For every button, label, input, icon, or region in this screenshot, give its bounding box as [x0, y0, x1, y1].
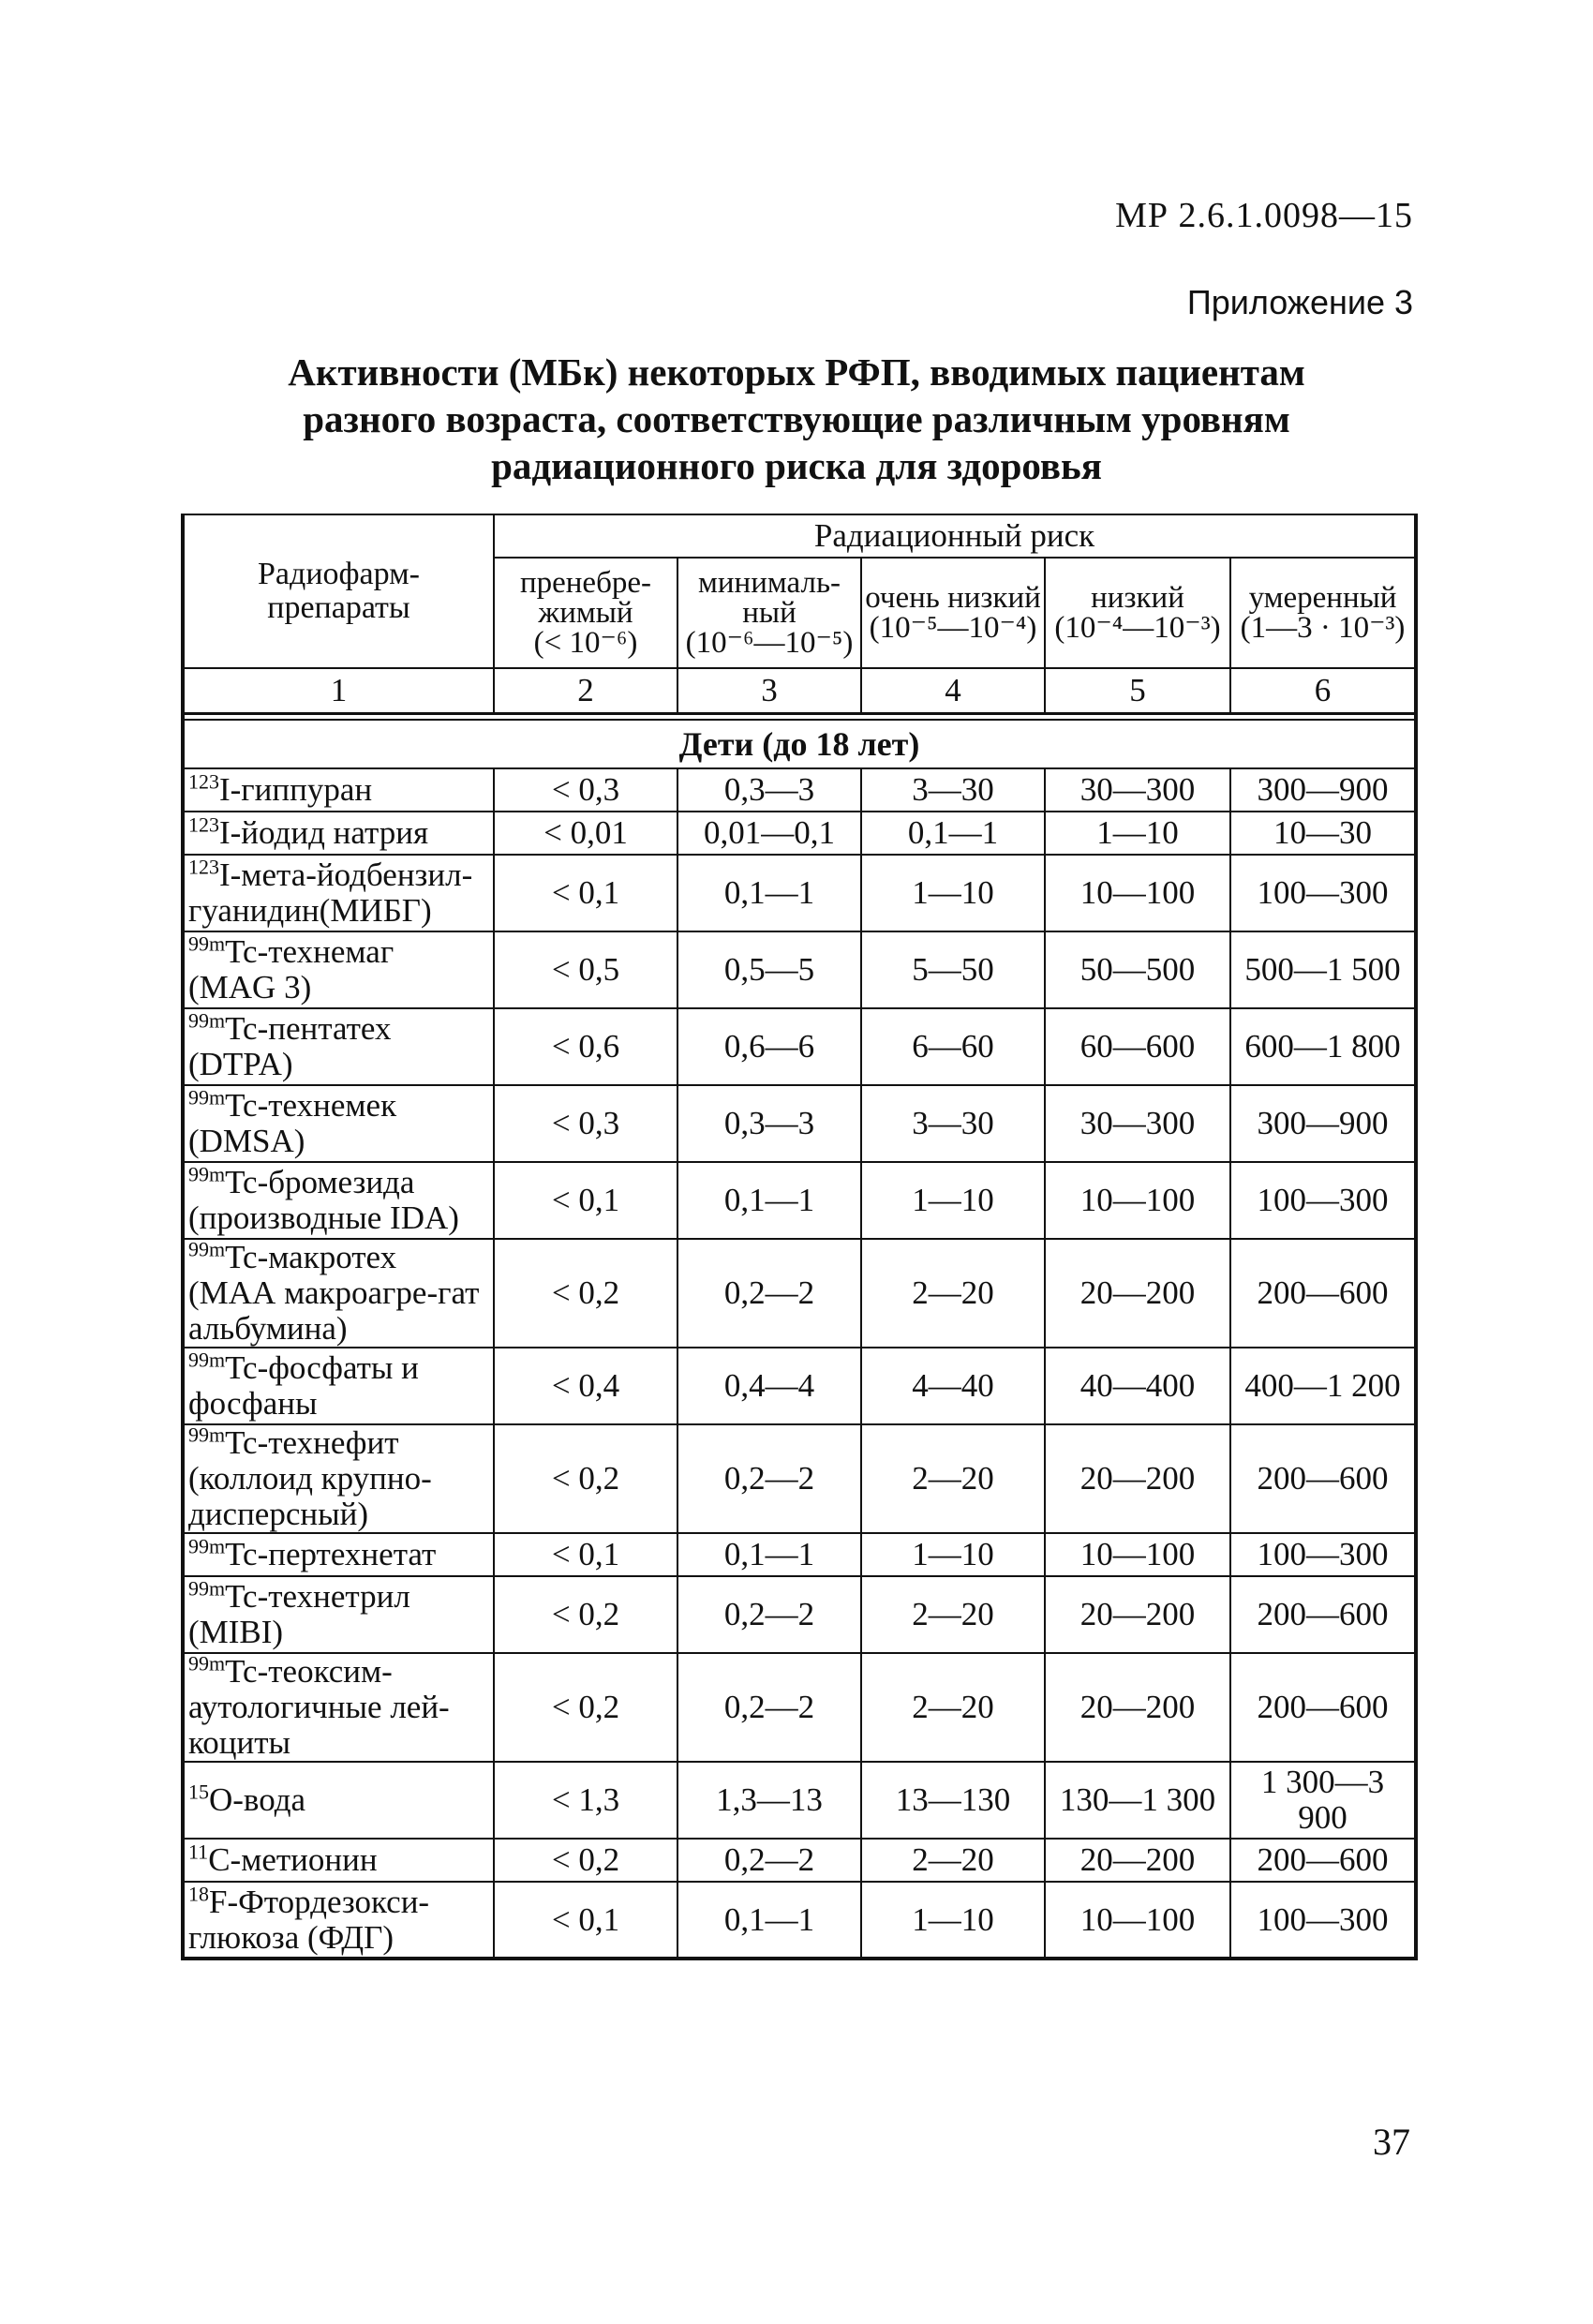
- activity-value: 300—900: [1230, 768, 1416, 812]
- activity-value: < 0,1: [494, 1533, 677, 1576]
- activity-value: 50—500: [1045, 931, 1230, 1008]
- drug-name: Tc-технемаг (MAG 3): [188, 933, 395, 1006]
- activity-value: 1—10: [1045, 812, 1230, 855]
- activity-value: 2—20: [861, 1576, 1045, 1653]
- activity-value: 200—600: [1230, 1424, 1416, 1533]
- drug-name: I-йодид натрия: [219, 814, 429, 851]
- isotope-mass-number: 99m: [188, 1085, 226, 1110]
- activity-value: 0,1—1: [677, 1162, 861, 1239]
- activity-value: < 0,2: [494, 1839, 677, 1882]
- activity-value: 30—300: [1045, 1085, 1230, 1162]
- drug-name: Tc-пентатех (DTPA): [188, 1010, 392, 1082]
- activity-value: < 0,1: [494, 1882, 677, 1959]
- column-number: 5: [1045, 668, 1230, 714]
- activity-value: 20—200: [1045, 1239, 1230, 1348]
- risk-activity-table: [181, 514, 1418, 1960]
- drug-name-cell: [183, 1239, 494, 1348]
- activity-value: 100—300: [1230, 855, 1416, 931]
- activity-value: 4—40: [861, 1348, 1045, 1424]
- activity-value: 600—1 800: [1230, 1008, 1416, 1085]
- activity-value: 1—10: [861, 1533, 1045, 1576]
- activity-value: 200—600: [1230, 1653, 1416, 1762]
- activity-value: 400—1 200: [1230, 1348, 1416, 1424]
- activity-value: 300—900: [1230, 1085, 1416, 1162]
- isotope-mass-number: 99m: [188, 1348, 226, 1372]
- activity-value: 1 300—3 900: [1230, 1762, 1416, 1839]
- activity-value: 6—60: [861, 1008, 1045, 1085]
- document-code: МР 2.6.1.0098—15: [1115, 196, 1413, 235]
- activity-value: 10—100: [1045, 1162, 1230, 1239]
- header-risk-level-4: [1045, 558, 1230, 668]
- activity-value: 2—20: [861, 1424, 1045, 1533]
- activity-value: 2—20: [861, 1839, 1045, 1882]
- drug-name: C-метионин: [208, 1841, 378, 1878]
- drug-name-cell: [183, 855, 494, 931]
- risk-level-name: пренебре-жимый: [519, 566, 652, 630]
- isotope-mass-number: 15: [188, 1780, 209, 1804]
- activity-value: < 0,3: [494, 768, 677, 812]
- activity-value: 0,1—1: [677, 1533, 861, 1576]
- activity-value: 20—200: [1045, 1839, 1230, 1882]
- activity-value: 2—20: [861, 1653, 1045, 1762]
- table-row: [183, 1839, 1416, 1882]
- drug-name-cell: [183, 1882, 494, 1959]
- isotope-mass-number: 99m: [188, 1651, 226, 1676]
- activity-value: < 0,2: [494, 1239, 677, 1348]
- drug-name: Tc-пертехнетат: [225, 1536, 437, 1572]
- activity-value: 0,1—1: [677, 855, 861, 931]
- activity-value: 500—1 500: [1230, 931, 1416, 1008]
- table-row: [183, 768, 1416, 812]
- activity-value: 0,2—2: [677, 1653, 861, 1762]
- activity-value: < 0,4: [494, 1348, 677, 1424]
- activity-value: 1—10: [861, 1162, 1045, 1239]
- activity-value: 0,3—3: [677, 768, 861, 812]
- column-number: 2: [494, 668, 677, 714]
- drug-name-cell: [183, 1008, 494, 1085]
- risk-level-range: (10⁻⁵—10⁻⁴): [869, 611, 1037, 645]
- title-line-1: Активности (МБк) некоторых РФП, вводимых пациентам: [288, 350, 1305, 394]
- risk-level-range: (10⁻⁶—10⁻⁵): [685, 626, 854, 660]
- drug-name-cell: [183, 1653, 494, 1762]
- drug-name: I-гиппуран: [219, 771, 373, 808]
- risk-level-range: (< 10⁻⁶): [533, 626, 638, 660]
- drug-name: Tc-технетрил (MIBI): [188, 1578, 410, 1650]
- activity-value: 30—300: [1045, 768, 1230, 812]
- activity-value: 1,3—13: [677, 1762, 861, 1839]
- table-title: [169, 349, 1424, 489]
- drug-name-cell: [183, 1424, 494, 1533]
- activity-value: 1—10: [861, 1882, 1045, 1959]
- activity-value: 0,2—2: [677, 1839, 861, 1882]
- risk-level-name: низкий: [1091, 581, 1184, 615]
- activity-value: < 0,6: [494, 1008, 677, 1085]
- activity-value: < 0,5: [494, 931, 677, 1008]
- activity-value: < 0,2: [494, 1424, 677, 1533]
- activity-value: 0,1—1: [677, 1882, 861, 1959]
- drug-name-cell: [183, 1576, 494, 1653]
- isotope-mass-number: 123: [188, 812, 219, 837]
- table-row: [183, 1008, 1416, 1085]
- activity-value: 0,3—3: [677, 1085, 861, 1162]
- drug-name: Tc-бромезида (производные IDA): [188, 1164, 459, 1236]
- activity-value: 10—100: [1045, 1882, 1230, 1959]
- activity-value: 10—100: [1045, 855, 1230, 931]
- drug-name-cell: [183, 1085, 494, 1162]
- activity-value: 0,2—2: [677, 1424, 861, 1533]
- drug-name-cell: [183, 768, 494, 812]
- table-row: [183, 1576, 1416, 1653]
- table-row: [183, 1162, 1416, 1239]
- isotope-mass-number: 99m: [188, 1576, 226, 1601]
- table-row: [183, 1239, 1416, 1348]
- activity-value: 0,2—2: [677, 1239, 861, 1348]
- isotope-mass-number: 18: [188, 1881, 209, 1905]
- isotope-mass-number: 99m: [188, 1534, 226, 1558]
- table-row: [183, 1424, 1416, 1533]
- drug-name-cell: [183, 1533, 494, 1576]
- risk-level-name: очень низкий: [865, 581, 1041, 615]
- activity-value: 0,2—2: [677, 1576, 861, 1653]
- activity-value: 0,6—6: [677, 1008, 861, 1085]
- header-risk-level-1: [494, 558, 677, 668]
- activity-value: 100—300: [1230, 1882, 1416, 1959]
- activity-value: 20—200: [1045, 1653, 1230, 1762]
- activity-value: 0,01—0,1: [677, 812, 861, 855]
- activity-value: < 0,01: [494, 812, 677, 855]
- drug-name: Tc-технефит (коллоид крупно-дисперсный): [188, 1424, 432, 1532]
- appendix-label: Приложение 3: [1186, 283, 1413, 321]
- header-radiation-risk: Радиационный риск: [494, 514, 1416, 558]
- drug-name: Tc-теоксим-аутологичные лей-коциты: [188, 1653, 450, 1761]
- table-row: [183, 1762, 1416, 1839]
- table-row: [183, 1533, 1416, 1576]
- activity-value: < 1,3: [494, 1762, 677, 1839]
- isotope-mass-number: 99m: [188, 1162, 226, 1186]
- table-row: [183, 1653, 1416, 1762]
- activity-value: 40—400: [1045, 1348, 1230, 1424]
- activity-value: 130—1 300: [1045, 1762, 1230, 1839]
- table-row: [183, 1348, 1416, 1424]
- column-number: 6: [1230, 668, 1416, 714]
- isotope-mass-number: 11: [188, 1840, 209, 1864]
- activity-value: 200—600: [1230, 1576, 1416, 1653]
- activity-value: < 0,2: [494, 1653, 677, 1762]
- activity-value: 20—200: [1045, 1424, 1230, 1533]
- activity-value: < 0,1: [494, 855, 677, 931]
- isotope-mass-number: 99m: [188, 1008, 226, 1033]
- activity-value: 5—50: [861, 931, 1045, 1008]
- drug-name: I-мета-йодбензил-гуанидин(МИБГ): [188, 857, 473, 929]
- activity-value: 1—10: [861, 855, 1045, 931]
- activity-value: 20—200: [1045, 1576, 1230, 1653]
- drug-name-cell: [183, 931, 494, 1008]
- table-row: [183, 1085, 1416, 1162]
- column-number: 4: [861, 668, 1045, 714]
- table-row: [183, 855, 1416, 931]
- title-line-2: разного возраста, соответствующие различным уровням: [303, 397, 1290, 440]
- activity-value: 3—30: [861, 1085, 1045, 1162]
- isotope-mass-number: 99m: [188, 931, 226, 956]
- table-row: [183, 931, 1416, 1008]
- activity-value: 3—30: [861, 768, 1045, 812]
- drug-name: Tc-технемек (DMSA): [188, 1087, 397, 1159]
- activity-value: 0,1—1: [861, 812, 1045, 855]
- drug-name: F-Фтордезокси-глюкоза (ФДГ): [188, 1883, 430, 1956]
- activity-value: 10—30: [1230, 812, 1416, 855]
- risk-level-range: (10⁻⁴—10⁻³): [1054, 611, 1221, 645]
- drug-name-cell: [183, 1348, 494, 1424]
- activity-value: 100—300: [1230, 1162, 1416, 1239]
- drug-name: O-вода: [209, 1781, 306, 1818]
- isotope-mass-number: 99m: [188, 1237, 226, 1261]
- activity-value: 200—600: [1230, 1839, 1416, 1882]
- column-number: 3: [677, 668, 861, 714]
- activity-value: 13—130: [861, 1762, 1045, 1839]
- drug-name-cell: [183, 1162, 494, 1239]
- drug-name: Tc-фосфаты и фосфаны: [188, 1349, 419, 1422]
- risk-level-name: умеренный: [1248, 581, 1397, 615]
- header-risk-level-3: [861, 558, 1045, 668]
- drug-name: Tc-макротех (МАА макроагре-гат альбумина): [188, 1239, 480, 1347]
- risk-level-range: (1—3 · 10⁻³): [1240, 611, 1406, 645]
- risk-level-name: минималь-ный: [698, 566, 841, 630]
- activity-value: 200—600: [1230, 1239, 1416, 1348]
- table-row: [183, 1882, 1416, 1959]
- page-number: 37: [1373, 2121, 1410, 2163]
- header-risk-level-5: [1230, 558, 1416, 668]
- drug-name-cell: [183, 812, 494, 855]
- activity-value: < 0,2: [494, 1576, 677, 1653]
- activity-value: 2—20: [861, 1239, 1045, 1348]
- table-row: [183, 812, 1416, 855]
- activity-value: 0,4—4: [677, 1348, 861, 1424]
- isotope-mass-number: 99m: [188, 1423, 226, 1447]
- drug-name-cell: [183, 1839, 494, 1882]
- activity-value: < 0,3: [494, 1085, 677, 1162]
- drug-name-cell: [183, 1762, 494, 1839]
- activity-value: 0,5—5: [677, 931, 861, 1008]
- activity-value: 60—600: [1045, 1008, 1230, 1085]
- section-children: Дети (до 18 лет): [183, 720, 1416, 768]
- isotope-mass-number: 123: [188, 769, 219, 794]
- isotope-mass-number: 123: [188, 855, 219, 879]
- column-number: 1: [183, 668, 494, 714]
- activity-value: < 0,1: [494, 1162, 677, 1239]
- title-line-3: радиационного риска для здоровья: [491, 444, 1102, 487]
- header-risk-level-2: [677, 558, 861, 668]
- activity-value: 100—300: [1230, 1533, 1416, 1576]
- header-drug-column: Радиофарм-препараты: [183, 514, 494, 668]
- activity-value: 10—100: [1045, 1533, 1230, 1576]
